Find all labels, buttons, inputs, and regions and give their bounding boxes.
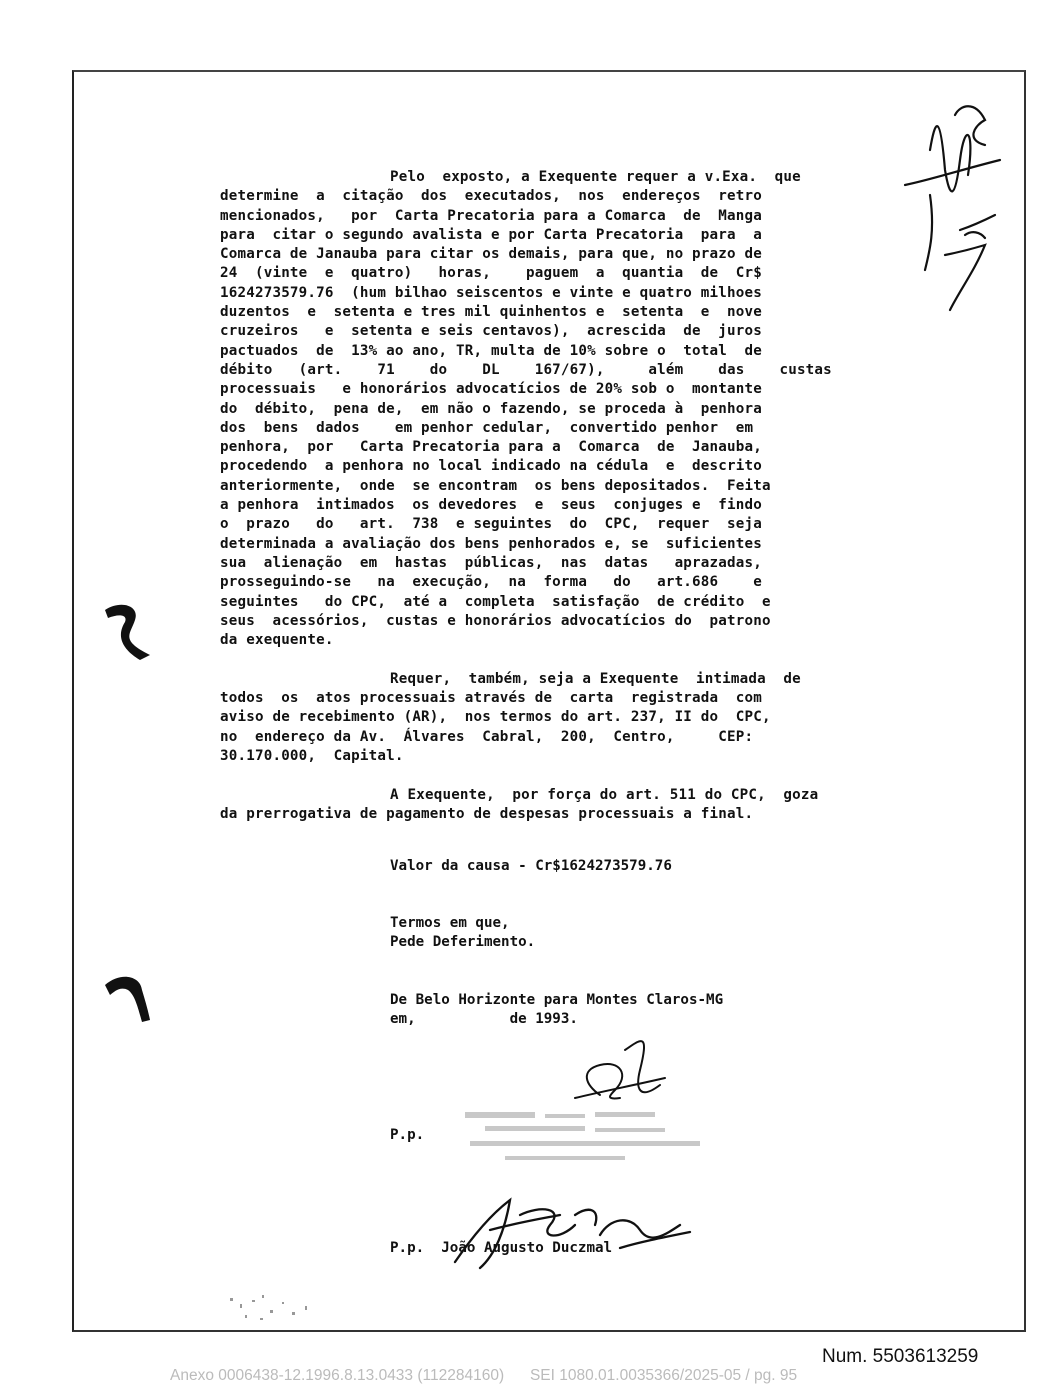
petition-body [220,168,930,824]
text-line: pactuados de 13% ao ano, TR, multa de 10% sobre o total de [220,342,762,359]
text-line: débito (art. 71 do DL 167/67), além das custas [220,361,832,378]
text-line [220,728,930,747]
text-line: sua alienação em hastas públicas, nas datas aprazadas, [220,554,762,571]
pede-deferimento: Pede Deferimento. [390,934,536,950]
text-line: anteriormente, onde se encontram os bens depositados. Feita [220,477,771,494]
text-line: duzentos e setenta e tres mil quinhentos e setenta e nove [220,304,762,321]
text-line: do débito, pena de, em não o fazendo, se proceda à penhora [220,400,762,417]
faded-stamp [465,1108,710,1173]
text-line: prosseguindo-se na execução, na forma do art.686 e [220,574,762,591]
local-line: De Belo Horizonte para Montes Claros-MG [390,992,724,1008]
document-number: Num. 5503613259 [822,1346,979,1367]
text-line: aviso de recebimento (AR), nos termos do art. 237, II do CPC, [220,709,771,726]
text-line: da prerrogativa de pagamento de despesas processuais a final. [220,805,754,822]
text-line: procedendo a penhora no local indicado na cédula e descrito [220,458,762,475]
address-bold: Av. Álvares Cabral, 200, Centro, CEP: [359,728,754,745]
text-line: mencionados, por Carta Precatoria para a Comarca de Manga [220,207,762,224]
text-line: seguintes do CPC, até a completa satisfação de crédito e [220,593,771,610]
paragraph-prerogative [220,786,930,825]
text-line: Requer, também, seja a Exequente intimada de [390,670,801,687]
text-line: 1624273579.76 (hum bilhao seiscentos e vinte e quatro milhoes [220,284,762,301]
termos-line: Termos em que, [390,915,510,931]
text-line: Pelo exposto, a Exequente requer a v.Exa. que [390,169,801,185]
text-line: processuais e honorários advocatícios de 20% sob o montante [220,381,762,398]
pp-first: P.p. [390,1127,425,1143]
text-line: cruzeiros e setenta e seis centavos), acrescida de juros [220,323,762,340]
text-line: para citar o segundo avalista e por Carta Precatoria para a [220,226,762,243]
text-line: determine a citação dos executados, nos endereços retro [220,188,762,205]
text-line: Comarca de Janauba para citar os demais, para que, no prazo de [220,246,762,263]
text-line: penhora, por Carta Precatoria para a Comarca de Janauba, [220,439,762,456]
paragraph-notification [220,670,930,766]
text-line: 24 (vinte e quatro) horas, paguem a quantia de Cr$ [220,265,762,282]
text-line: o prazo do art. 738 e seguintes do CPC, requer seja [220,516,762,533]
text-line: A Exequente, por força do art. 511 do CPC, goza [390,786,819,803]
pp-signatory: P.p. João Augusto Duczmal [390,1240,613,1256]
document-reference: Anexo 0006438-12.1996.8.13.0433 (112284160) SEI 1080.01.0035366/2025-05 / pg. 95 [170,1367,798,1384]
text-line: da exequente. [220,632,334,649]
text-line: todos os atos processuais através de carta registrada com [220,690,762,707]
text-line: determinada a avaliação dos bens penhorados e, se suficientes [220,535,762,552]
address-intro: no endereço da [220,728,360,745]
address-bold-line2: 30.170.000, Capital. [220,747,404,764]
paragraph-request [220,168,930,650]
text-line: seus acessórios, custas e honorários advocatícios do patrono [220,612,771,629]
text-line: dos bens dados em penhor cedular, convertido penhor em [220,419,754,436]
text-line: a penhora intimados os devedores e seus conjuges e findo [220,497,762,514]
date-line: em, de 1993. [390,1011,578,1027]
valor-causa: Valor da causa - Cr$1624273579.76 [390,858,672,874]
